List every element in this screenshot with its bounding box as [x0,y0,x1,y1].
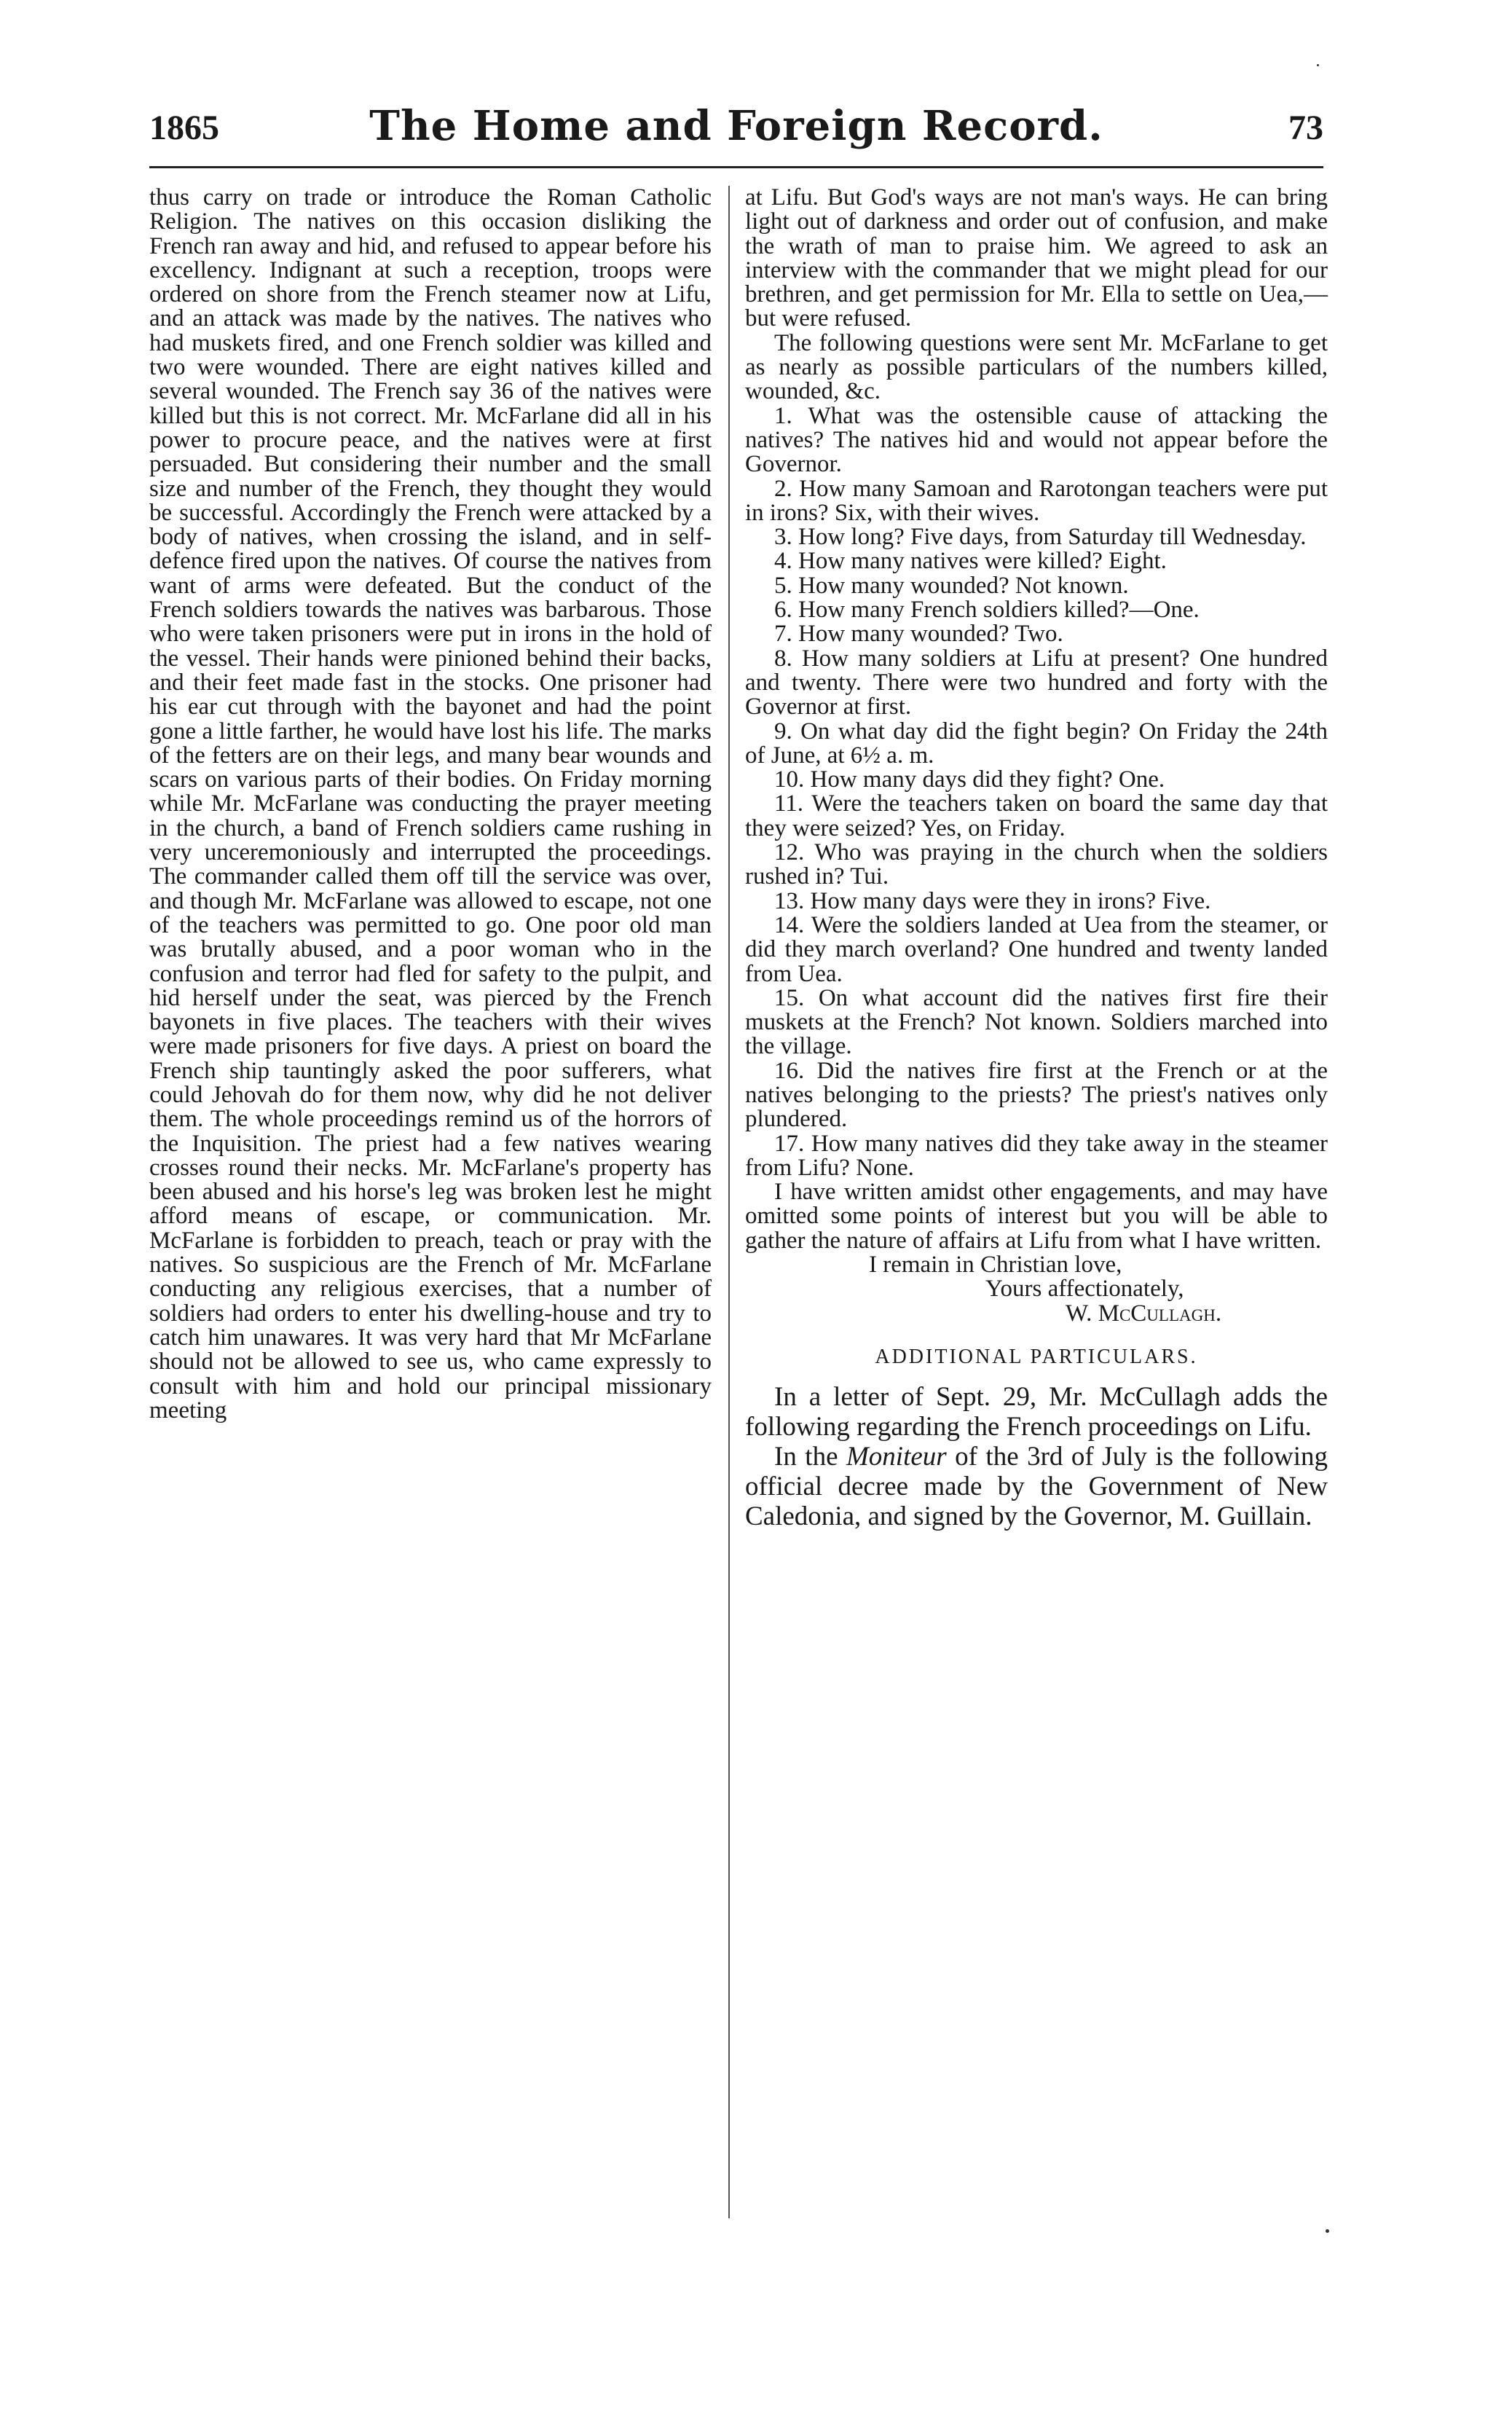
additional-paragraph-2 [745,1442,1328,1531]
signature-name: W. McCullagh. [1066,1300,1222,1327]
print-speck [1317,64,1319,66]
question-5: 5. How many wounded? Not known. [774,572,1129,599]
signoff-line-1: I remain in Christian love, [869,1252,1122,1279]
column-divider [728,186,730,2218]
additional-paragraph-2-end: of the 3rd of July is the following official decree made by the Government of New Caledonia, and signed by the Governor, M. Guillain. [745,1442,1328,1532]
question-13: 13. How many days were they in irons? Five. [774,887,1211,914]
question-11: 11. Were the teachers taken on board the same day that they were seized? Yes, on Friday. [745,790,1328,841]
question-9: 9. On what day did the fight begin? On Friday the 24th of June, at 6½ a. m. [745,718,1328,769]
header-title: The Home and Foreign Record. [369,102,1103,150]
question-14: 14. Were the soldiers landed at Uea from the steamer, or did they march overland? One hundred and twenty landed from Uea. [745,911,1328,987]
question-8: 8. How many soldiers at Lifu at present? One hundred and twenty. There were two hundred and forty with the Governor at first. [745,645,1328,720]
question-15: 15. On what account did the natives first fire their muskets at the French? Not known. Soldiers marched into the village. [745,984,1328,1060]
header-rule [149,166,1323,168]
question-2: 2. How many Samoan and Rarotongan teachers were put in irons? Six, with their wives. [745,475,1328,526]
question-1: 1. What was the ostensible cause of attacking the natives? The natives hid and would not appear before the Governor. [745,402,1328,478]
page-header [149,102,1323,160]
moniteur-title: Moniteur [846,1442,947,1472]
header-year: 1865 [149,109,219,147]
closing-paragraph: I have written amidst other engagements, and may have omitted some points of interest but you will be able to gather the nature of affairs at Lifu from what I have written. [745,1179,1328,1254]
left-column-text: thus carry on trade or introduce the Roman Catholic Religion. The natives on this occasion disliking the French ran away and hid, and refused to appear before his excellency. Indignant at such a reception, troops were ordered on shore from the French steamer now at Lifu, and an attack was made by the natives. The natives who had muskets fired, and one French soldier was killed and two were wounded. There are eight natives killed and several wounded. The French say 36 of the natives were killed but this is not correct. Mr. McFarlane did all in his power to procure peace, and the natives were at first persuaded. But considering their number and the small size and number of the French, they thought they would be successful. Accordingly the French were attacked by a body of natives, when crossing the island, and in self-defence fired upon the natives. Of course the natives from want of arms were defeated. But the conduct of the French soldiers towards the natives was barbarous. Those who were taken prisoners were put in irons in the hold of the vessel. Their hands were pinioned behind their backs, and their feet made fast in the stocks. One prisoner had his ear cut through with the bayonet and had the point gone a little farther, he would have lost his life. The marks of the fetters are on their legs, and many bear wounds and scars on various parts of their bodies. On Friday morning while Mr. McFarlane was conducting the prayer meeting in the church, a band of French soldiers came rushing in very unceremoniously and interrupted the proceedings. The commander called them off till the service was over, and though Mr. McFarlane was allowed to escape, not one of the teachers was permitted to go. One poor old man was brutally abused, and a poor woman who in the confusion and terror had fled for safety to the pulpit, and hid herself under the seat, was pierced by the French bayonets in five places. The teachers with their wives were made prisoners for five days. A priest on board the French ship tauntingly asked the poor sufferers, what could Jehovah do for them now, why did he not deliver them. The whole proceedings remind us of the horrors of the Inquisition. The priest had a few natives wearing crosses round their necks. Mr. McFarlane's property has been abused and his horse's leg was broken lest he might afford means of escape, or communication. Mr. McFarlane is forbidden to preach, teach or pray with the natives. So suspicious are the French of Mr. McFarlane conducting any religious exercises, that a number of soldiers had orders to enter his dwelling-house and try to catch him unawares. It was very hard that Mr McFarlane should not be allowed to see us, who came expressly to consult with him and hold our principal missionary meeting [149,184,712,1424]
section-heading: ADDITIONAL PARTICULARS. [875,1345,1198,1368]
right-intro-paragraph: at Lifu. But God's ways are not man's ways. He can bring light out of darkness and order out of confusion, and make the wrath of man to praise him. We agreed to ask an interview with the commander that we might plead for our brethren, and get permission for Mr. Ella to settle on Uea,—but were refused. [745,184,1328,332]
question-10: 10. How many days did they fight? One. [774,766,1165,793]
question-7: 7. How many wounded? Two. [774,621,1063,648]
additional-paragraph-2-start: In the [774,1442,846,1472]
additional-paragraph-1: In a letter of Sept. 29, Mr. McCullagh adds the following regarding the French proceedings on Lifu. [745,1382,1328,1442]
signoff-line-2: Yours affectionately, [985,1276,1184,1303]
question-17: 17. How many natives did they take away in the steamer from Lifu? None. [745,1130,1328,1181]
questions-intro: The following questions were sent Mr. McFarlane to get as nearly as possible particulars of the numbers killed, wounded, &c. [745,329,1328,405]
question-6: 6. How many French soldiers killed?—One. [774,597,1200,624]
question-16: 16. Did the natives fire first at the French or at the natives belonging to the priests? The priest's natives only plundered. [745,1057,1328,1133]
left-column [149,186,712,1423]
header-page-number: 73 [1288,109,1323,147]
right-column [745,186,1328,1531]
question-3: 3. How long? Five days, from Saturday till Wednesday. [774,524,1307,551]
question-12: 12. Who was praying in the church when the soldiers rushed in? Tui. [745,839,1328,890]
print-speck [1326,2229,1329,2233]
question-4: 4. How many natives were killed? Eight. [774,548,1167,575]
